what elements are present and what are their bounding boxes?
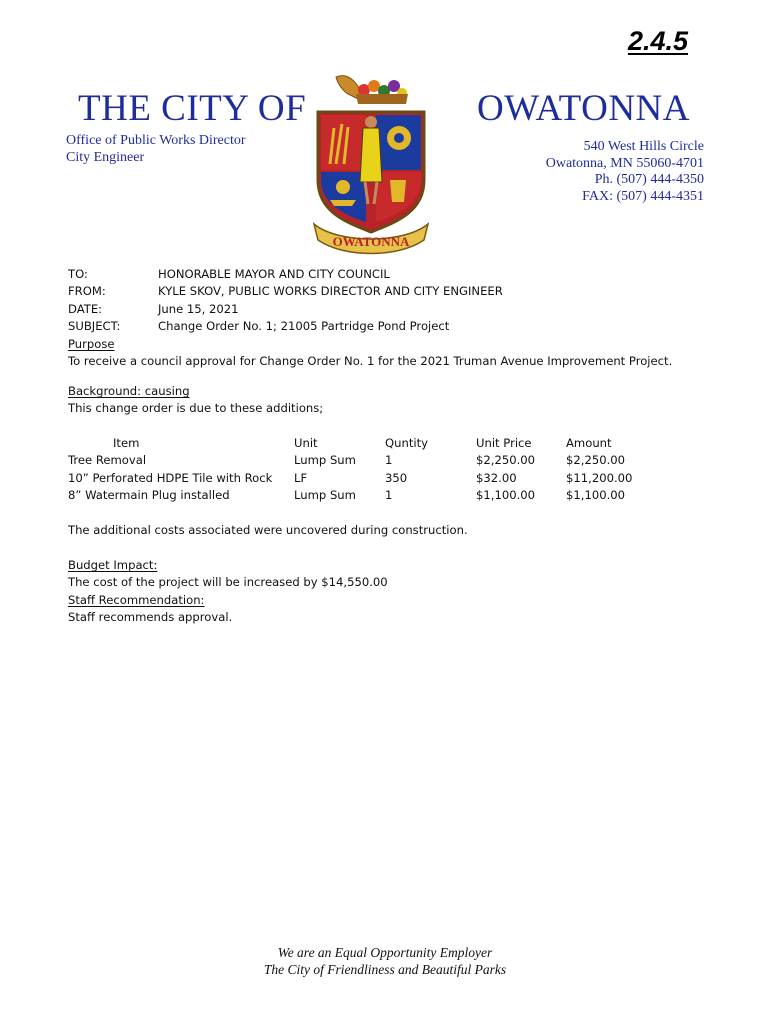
from-label: FROM: — [68, 284, 106, 299]
background-text: This change order is due to these additions; — [68, 401, 324, 416]
table-cell-amount: $11,200.00 — [566, 471, 633, 485]
table-cell-item: 10” Perforated HDPE Tile with Rock — [68, 471, 273, 485]
table-cell-quantity: 1 — [385, 488, 393, 502]
purpose-text: To receive a council approval for Change Order No. 1 for the 2021 Truman Avenue Improvement Project. — [68, 354, 673, 369]
background-heading: Background: causing — [68, 384, 190, 398]
table-cell-amount: $1,100.00 — [566, 488, 626, 502]
office-line-1: Office of Public Works Director — [66, 133, 246, 148]
office-line-2: City Engineer — [66, 150, 145, 165]
table-header-item: Item — [113, 436, 140, 450]
table-header-amount: Amount — [566, 436, 612, 450]
subject-value: Change Order No. 1; 21005 Partridge Pond Project — [158, 319, 450, 334]
purpose-section — [68, 336, 672, 371]
address-line-2: Owatonna, MN 55060-4701 — [545, 155, 704, 171]
table-cell-unit-price: $2,250.00 — [476, 453, 536, 467]
background-section — [68, 383, 323, 418]
table-cell-unit-price: $32.00 — [476, 471, 517, 485]
table-cell-quantity: 1 — [385, 453, 393, 467]
memo-header-labels — [68, 266, 120, 336]
budget-text: The cost of the project will be increased by $14,550.00 — [68, 575, 388, 590]
purpose-heading: Purpose — [68, 337, 115, 351]
from-value: KYLE SKOV, PUBLIC WORKS DIRECTOR AND CITY ENGINEER — [158, 284, 503, 299]
agenda-item-number: 2.4.5 — [627, 26, 688, 56]
address-line-1: 540 West Hills Circle — [583, 139, 704, 154]
table-header-unit-price: Unit Price — [476, 436, 532, 450]
phone-number: Ph. (507) 444-4350 — [594, 172, 704, 187]
office-block — [66, 132, 246, 166]
table-cell-item: Tree Removal — [68, 453, 147, 467]
to-label: TO: — [68, 267, 88, 281]
additional-costs-text: The additional costs associated were uncovered during construction. — [68, 523, 468, 537]
footer-line-1: We are an Equal Opportunity Employer — [277, 945, 493, 960]
address-block — [546, 139, 704, 205]
seal-banner-text: OWATONNA — [332, 234, 410, 249]
recommendation-text: Staff recommends approval. — [68, 610, 233, 625]
budget-section — [68, 557, 388, 627]
memo-header-values — [158, 266, 503, 336]
recommendation-heading: Staff Recommendation: — [68, 592, 205, 607]
table-cell-unit: LF — [294, 471, 308, 485]
city-seal-logo — [308, 72, 434, 260]
footer — [0, 944, 770, 978]
footer-line-2: The City of Friendliness and Beautiful Parks — [263, 962, 507, 977]
table-cell-quantity: 350 — [385, 471, 408, 485]
table-cell-item: 8” Watermain Plug installed — [68, 488, 230, 502]
date-value: June 15, 2021 — [158, 301, 239, 316]
subject-label: SUBJECT: — [68, 319, 121, 334]
table-cell-unit: Lump Sum — [294, 488, 356, 502]
table-header-unit: Unit — [294, 436, 318, 450]
table-cell-unit: Lump Sum — [294, 453, 356, 467]
date-label: DATE: — [68, 301, 103, 316]
to-value: HONORABLE MAYOR AND CITY COUNCIL — [158, 267, 390, 281]
fax-number: FAX: (507) 444-4351 — [582, 188, 704, 204]
budget-heading: Budget Impact: — [68, 558, 158, 572]
table-header-quantity: Quntity — [385, 436, 428, 450]
table-cell-unit-price: $1,100.00 — [476, 488, 536, 502]
letterhead-title-left: THE CITY OF — [78, 88, 307, 129]
letterhead-title-right: OWATONNA — [477, 88, 690, 129]
table-cell-amount: $2,250.00 — [566, 453, 626, 467]
